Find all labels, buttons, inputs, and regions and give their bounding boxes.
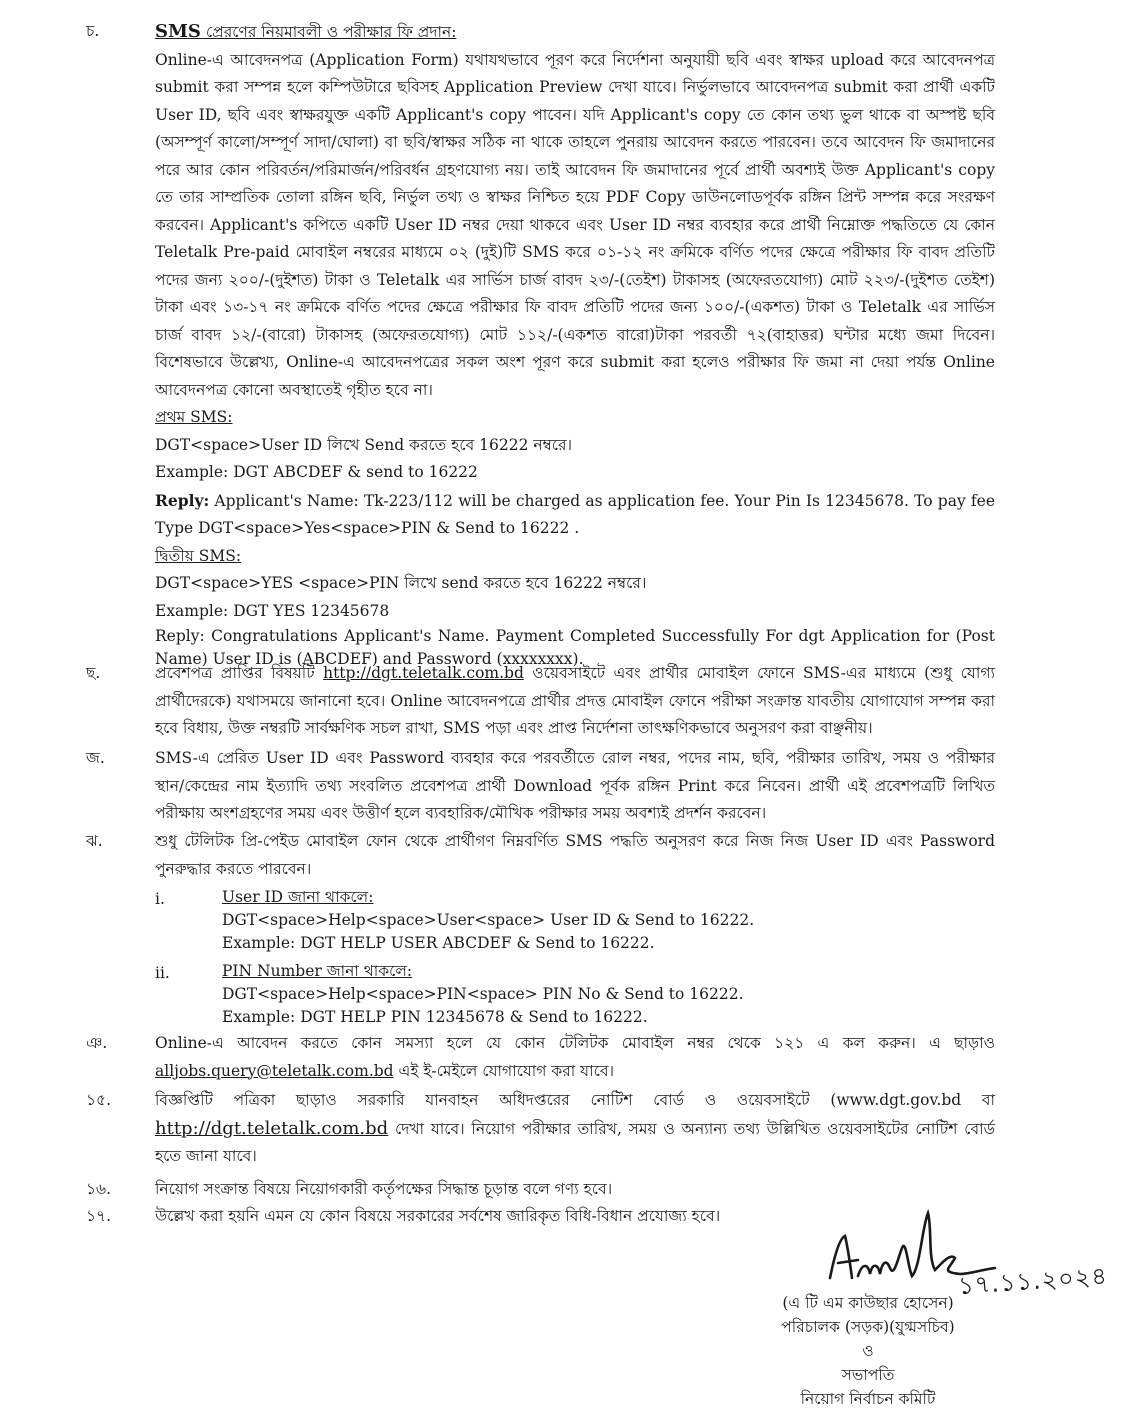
section-number: চ. — [86, 22, 100, 40]
section-text: Online-এ আবেদন করতে কোন সমস্যা হলে যে কোন টেলিটক মোবাইল নম্বর থেকে ১২১ এ কল করুন। এ ছাড়াও alljobs.query@teletalk.com.bd এই ই-মেইলে যোগাযোগ করা যাবে। — [155, 1034, 995, 1080]
section-text: SMS-এ প্রেরিত User ID এবং Password ব্যবহার করে পরবর্তীতে রোল নম্বর, পদের নাম, ছবি, পরীক্ষার তারিখ, সময় ও পরীক্ষার স্থান/কেন্দ্রের নাম ইত্যাদি তথ্য সংবলিত প্রবেশপত্র প্রার্থী Download পূর্বক রঙ্গিন Print করে নিবেন। প্রার্থী এই প্রবেশপত্রটি লিখিত পরীক্ষায় অংশগ্রহণের সময় এবং উত্তীর্ণ হলে ব্যবহারিক/মৌখিক পরীক্ষার সময় অবশ্যই প্রদর্শন করবেন। — [155, 749, 995, 822]
section-paragraph: Online-এ আবেদনপত্র (Application Form) যথাযথভাবে পূরণ করে নির্দেশনা অনুযায়ী ছবি এবং স্বাক্ষর upload করে আবেদনপত্র submit করা সম্পন্ন হলে কম্পিউটারে ছবিসহ Application Preview দেখা যাবে। নির্ভুলভাবে আবেদনপত্র submit করা প্রার্থী একটি User ID, ছবি এবং স্বাক্ষরযুক্ত একটি Applicant's copy পাবেন। যদি Applicant's copy তে কোন তথ্য ভুল থাকে বা অস্পষ্ট ছবি (অসম্পূর্ণ কালো/সম্পূর্ণ সাদা/ঘোলা) বা ছবি/স্বাক্ষর সঠিক না থাকে তাহলে পুনরায় আবেদন করতে পারবেন। তবে আবেদন ফি জমাদানের পরে আর কোন পরিবর্তন/পরিমার্জন/পরিবর্ধন গ্রহণযোগ্য নয়। তাই আবেদন ফি জমাদানের পূর্বে প্রার্থী অবশ্যই উক্ত Applicant's copy তে তার সাম্প্রতিক তোলা রঙ্গিন ছবি, নির্ভুল তথ্য ও স্বাক্ষর নিশ্চিত হয়ে PDF Copy ডাউনলোডপূর্বক রঙ্গিন প্রিন্ট সম্পন্ন করে সংরক্ষণ করবেন। Applicant's কপিতে একটি User ID নম্বর দেয়া থাকবে এবং User ID নম্বর ব্যবহার করে প্রার্থী নিম্নোক্ত পদ্ধতিতে যে কোন Teletalk Pre-paid মোবাইল নম্বরের মাধ্যমে ০২ (দুই)টি SMS করে ০১-১২ নং ক্রমিকে বর্ণিত পদের ক্ষেত্রে পরীক্ষার ফি বাবদ প্রতিটি পদের জন্য ২০০/-(দুইশত) টাকা ও Teletalk এর সার্ভিস চার্জ বাবদ ২৩/-(তেইশ) টাকাসহ (অফেরতযোগ্য) মোট ২২৩/-(দুইশত তেইশ) টাকা এবং ১৩-১৭ নং ক্রমিকে বর্ণিত পদের ক্ষেত্রে পরীক্ষার ফি বাবদ প্রতিটি পদের জন্য ১০০/-(একশত) টাকা ও Teletalk এর সার্ভিস চার্জ বাবদ ১২/-(বারো) টাকাসহ (অফেরতযোগ্য) মোট ১১২/-(একশত বারো)টাকা পরবর্তী ৭২(বাহাত্তর) ঘন্টার মধ্যে জমা দিবেন। বিশেষভাবে উল্লেখ্য, Online-এ আবেদনপত্রের সকল অংশ পূরণ করে submit করা হলেও পরীক্ষার ফি জমা না দেয়া পর্যন্ত Online আবেদনপত্র কোনো অবস্থাতেই গৃহীত হবে না। — [155, 50, 995, 399]
signatory-committee: নিয়োগ নির্বাচন কমিটি — [800, 1390, 936, 1408]
section-text: শুধু টেলিটক প্রি-পেইড মোবাইল ফোন থেকে প্রার্থীগণ নিম্নবর্ণিত SMS পদ্ধতি অনুসরণ করে নিজ নিজ User ID এবং Password পুনরুদ্ধার করতে পারবেন। — [155, 832, 995, 878]
section-nya — [0, 1030, 1141, 1085]
section-16 — [0, 1176, 1141, 1204]
item-number: i. — [155, 890, 165, 908]
section-title: SMS প্রেরণের নিয়মাবলী ও পরীক্ষার ফি প্রদান: — [155, 21, 457, 42]
first-sms-example: Example: DGT ABCDEF & send to 16222 — [155, 463, 478, 481]
first-sms-label: প্রথম SMS: — [155, 408, 233, 426]
recovery-user-id: User ID জানা থাকলে: DGT<space>Help<space>User<space> User ID & Send to 16222. Example: DGT HELP USER ABCDEF & Send to 16222. — [222, 888, 755, 952]
section-15 — [0, 1087, 1141, 1171]
section-number: ১৫. — [86, 1091, 112, 1109]
signatory-name: (এ টি এম কাউছার হোসেন) — [782, 1294, 954, 1312]
section-text: প্রবেশপত্র প্রাপ্তির বিষয়টি http://dgt.teletalk.com.bd ওয়েবসাইটে এবং প্রার্থীর মোবাইল ফোনে SMS-এর মাধ্যমে (শুধু যোগ্য প্রার্থীদেরকে) যথাসময়ে জানানো হবে। Online আবেদনপত্রে প্রার্থীর প্রদত্ত মোবাইল ফোনে পরীক্ষা সংক্রান্ত যাবতীয় যোগাযোগ সম্পন্ন করা হবে বিধায়, উক্ত নম্বরটি সার্বক্ষণিক সচল রাখা, SMS পড়া এবং প্রাপ্ত নির্দেশনা তাৎক্ষণিকভাবে অনুসরণ করা বাঞ্ছনীয়। — [155, 664, 996, 737]
second-sms-example: Example: DGT YES 12345678 — [155, 601, 390, 620]
section-text: উল্লেখ করা হয়নি এমন যে কোন বিষয়ে সরকারের সর্বশেষ জারিকৃত বিধি-বিধান প্রযোজ্য হবে। — [155, 1207, 721, 1225]
signatory-and: ও — [862, 1342, 874, 1360]
section-number: ১৭. — [86, 1207, 112, 1225]
section-number: ১৬. — [86, 1180, 112, 1198]
signatory-role: সভাপতি — [841, 1366, 895, 1384]
second-sms-label: দ্বিতীয় SMS: — [155, 546, 242, 565]
section-number: জ. — [86, 749, 105, 767]
section-ja — [0, 745, 1141, 828]
second-sms-reply: Reply: Congratulations Applicant's Name. Payment Completed Successfully For dgt Application for (Post Name) User ID is (ABCDEF) and Password (xxxxxxxx). — [155, 627, 995, 668]
section-text: নিয়োগ সংক্রান্ত বিষয়ে নিয়োগকারী কর্তৃপক্ষের সিদ্ধান্ত চূড়ান্ত বলে গণ্য হবে। — [155, 1180, 613, 1198]
section-text: বিজ্ঞপ্তিটি পত্রিকা ছাড়াও সরকারি যানবাহন অধিদপ্তরের নোটিশ বোর্ড ও ওয়েবসাইটে (www.dgt.gov.bd বা http://dgt.teletalk.com.bd দেখা যাবে। নিয়োগ পরীক্ষার তারিখ, সময় ও অন্যান্য তথ্য উল্লিখিত ওয়েবসাইটের নোটিশ বোর্ড হতে জানা যাবে। — [155, 1091, 995, 1165]
section-chha — [0, 660, 1141, 743]
section-number: ছ. — [86, 664, 101, 682]
teletalk-link[interactable]: http://dgt.teletalk.com.bd — [323, 664, 524, 682]
section-jha — [0, 828, 1141, 883]
handwritten-date: ১৭.১১.২০২৪ — [957, 1261, 1109, 1301]
first-sms-reply: Reply: Applicant's Name: Tk-223/112 will be charged as application fee. Your Pin Is 12345678. To pay fee Type DGT<space>Yes<space>PIN & Send to 16222 . — [155, 490, 995, 537]
section-number: ঞ. — [86, 1034, 108, 1052]
recovery-pin: PIN Number জানা থাকলে: DGT<space>Help<space>PIN<space> PIN No & Send to 16222. Example: DGT HELP PIN 12345678 & Send to 16222. — [222, 962, 744, 1026]
first-sms-instruction: DGT<space>User ID লিখে Send করতে হবে 16222 নম্বরে। — [155, 435, 573, 454]
support-email-link[interactable]: alljobs.query@teletalk.com.bd — [155, 1061, 394, 1080]
section-number: ঝ. — [86, 832, 103, 850]
item-number: ii. — [155, 964, 170, 982]
section-cha — [0, 18, 1141, 671]
teletalk-link[interactable]: http://dgt.teletalk.com.bd — [155, 1117, 389, 1139]
signatory-designation: পরিচালক (সড়ক)(যুগ্মসচিব) — [781, 1318, 955, 1336]
second-sms-instruction: DGT<space>YES <space>PIN লিখে send করতে হবে 16222 নম্বরে। — [155, 574, 647, 592]
